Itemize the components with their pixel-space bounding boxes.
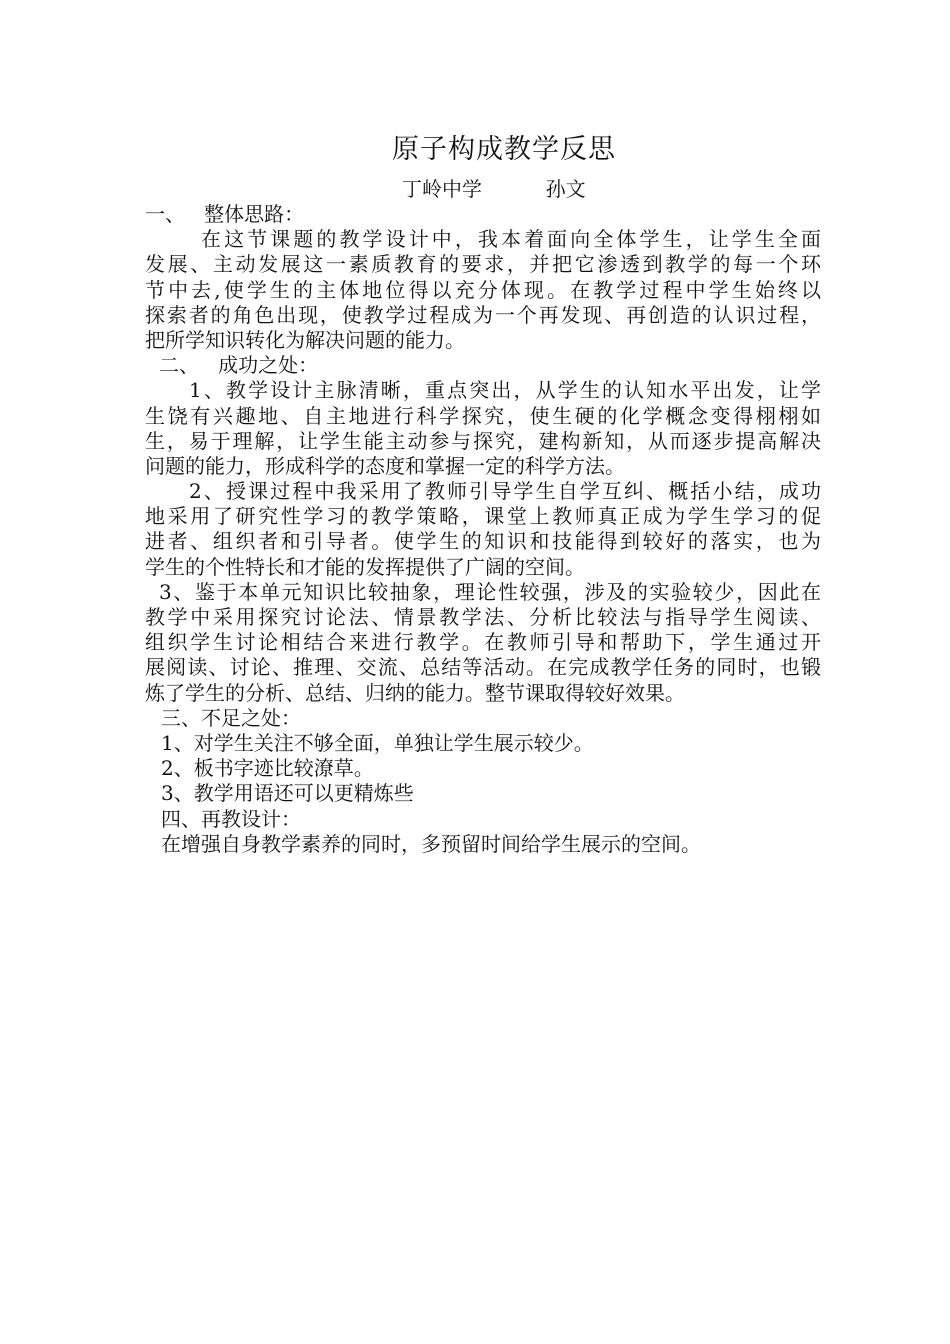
page-title: 原子构成教学反思 xyxy=(392,134,616,165)
text-line-content: 2、板书字迹比较潦草。 xyxy=(161,756,374,781)
text-line xyxy=(145,429,821,454)
text-line xyxy=(145,278,821,303)
author-byline: 丁岭中学 孙文 xyxy=(402,177,586,201)
text-line xyxy=(145,807,821,832)
text-line-content: 展阅读、讨论、推理、交流、总结等活动。在完成教学任务的同时，也锻 xyxy=(145,655,821,680)
text-line xyxy=(145,353,821,378)
text-line-content: 把所学知识转化为解决问题的能力。 xyxy=(145,327,465,352)
text-line-content: 在这节课题的教学设计中，我本着面向全体学生，让学生全面 xyxy=(201,227,821,252)
text-line xyxy=(145,630,821,655)
text-line xyxy=(145,252,821,277)
text-line xyxy=(145,832,821,857)
text-line xyxy=(145,655,821,680)
text-line-content: 三、不足之处： xyxy=(161,705,301,730)
text-line-content: 炼了学生的分析、总结、归纳的能力。整节课取得较好效果。 xyxy=(145,680,685,705)
text-line xyxy=(145,681,821,706)
text-line xyxy=(145,479,821,504)
text-line xyxy=(145,756,821,781)
text-line xyxy=(145,731,821,756)
text-line-content: 节中去,使学生的主体地位得以充分体现。在教学过程中学生始终以 xyxy=(145,277,821,302)
text-line xyxy=(145,378,821,403)
text-line-content: 教学中采用探究讨论法、情景教学法、分析比较法与指导学生阅读、 xyxy=(145,605,821,629)
text-line-content: 进者、组织者和引导者。使学生的知识和技能得到较好的落实，也为 xyxy=(145,529,821,554)
text-line xyxy=(145,454,821,479)
text-line-content: 生，易于理解，让学生能主动参与探究，建构新知，从而逐步提高解决 xyxy=(145,428,821,453)
text-line xyxy=(145,580,821,605)
text-line xyxy=(145,227,821,252)
text-line-content: 地采用了研究性学习的教学策略，课堂上教师真正成为学生学习的促 xyxy=(145,504,821,529)
text-line xyxy=(145,328,821,353)
text-line-content: 问题的能力，形成科学的态度和掌握一定的科学方法。 xyxy=(145,453,625,478)
text-line-content: 四、再教设计： xyxy=(161,806,301,831)
text-line-content: 生饶有兴趣地、自主地进行科学探究，使生硬的化学概念变得栩栩如 xyxy=(145,403,821,428)
text-line-content: 3、鉴于本单元知识比较抽象，理论性较强，涉及的实验较少，因此在 xyxy=(159,579,821,604)
text-line-content: 3、教学用语还可以更精炼些 xyxy=(161,781,414,806)
text-line-content: 二、 成功之处： xyxy=(159,353,319,378)
text-line-content: 1、对学生关注不够全面，单独让学生展示较少。 xyxy=(161,730,594,755)
document-body xyxy=(145,202,821,857)
text-line-content: 学生的个性特长和才能的发挥提供了广阔的空间。 xyxy=(145,554,585,579)
text-line-content: 发展、主动发展这一素质教育的要求，并把它渗透到教学的每一个环 xyxy=(145,252,821,277)
text-line xyxy=(145,404,821,429)
text-line-content: 探索者的角色出现，使教学过程成为一个再发现、再创造的认识过程， xyxy=(145,302,821,327)
text-line-content: 在增强自身教学素养的同时，多预留时间给学生展示的空间。 xyxy=(161,831,701,856)
text-line-content: 组织学生讨论相结合来进行教学。在教师引导和帮助下，学生通过开 xyxy=(145,630,821,655)
text-line xyxy=(145,605,821,630)
text-line xyxy=(145,529,821,554)
text-line-content: 2、授课过程中我采用了教师引导学生自学互纠、概括小结，成功 xyxy=(189,479,821,504)
text-line xyxy=(145,504,821,529)
text-line xyxy=(145,303,821,328)
text-line xyxy=(145,555,821,580)
text-line-content: 1、教学设计主脉清晰，重点突出，从学生的认知水平出发，让学 xyxy=(189,378,821,403)
text-line xyxy=(145,706,821,731)
text-line xyxy=(145,202,821,227)
text-line xyxy=(145,781,821,806)
text-line-content: 一、 整体思路： xyxy=(145,202,305,226)
